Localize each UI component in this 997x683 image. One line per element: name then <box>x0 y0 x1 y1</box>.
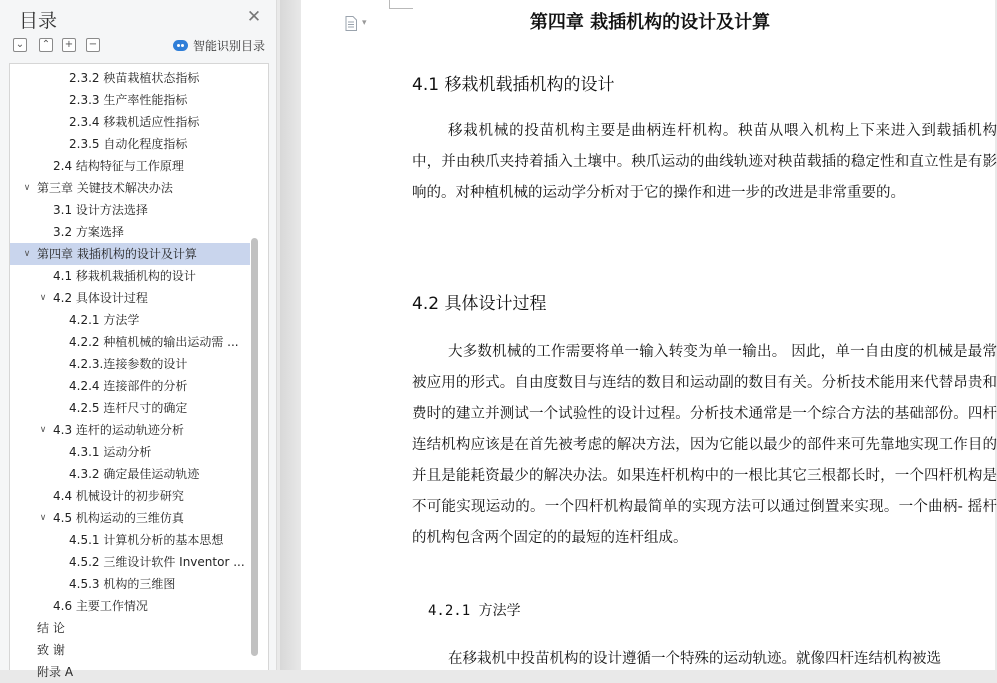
paragraph-4-1: 移栽机械的投苗机构主要是曲柄连杆机构。秧苗从喂入机构上下来进入到载插机构中，并由秧爪夹持着插入土壤中。秧爪运动的曲线轨迹对秧苗载插的稳定性和直立性是有影响的。对种植机械的运动学分析对于它的操作和进一步的改进是非常重要的。 <box>412 123 997 201</box>
paragraph-4-2: 大多数机械的工作需要将单一输入转变为单一输出。 因此，单一自由度的机械是最常被应用的形式。自由度数目与连结的数目和运动副的数目有关。分析技术能用来代替昂贵和费时的建立并测试一个试验性的设计过程。分析技术通常是一个综合方法的基础部份。四杆连结机构应该是在首先被考虑的解决方法，因为它能以最少的部件来可先靠地实现工作目的并且是能耗资最少的解决办法。如果连杆机构中的一根比其它三根都长时，一个四杆机构是不可能实现运动的。一个四杆机构最简单的实现方法可以通过倒置来实现。一个曲柄- 摇杆的机构包含两个固定的的最短的连杆组成。 <box>412 344 997 546</box>
toc-item[interactable] <box>10 243 250 265</box>
toc-panel <box>9 63 269 679</box>
chevron-down-icon[interactable]: ∨ <box>39 513 47 523</box>
chevron-down-icon[interactable]: ∨ <box>39 425 47 435</box>
subsection-heading-4-2-1: 4.2.1 方法学 <box>428 603 521 619</box>
toc-item-label: 4.5.2 三维设计软件 Inventor ... <box>69 555 245 569</box>
toc-item[interactable] <box>10 67 250 89</box>
toc-item[interactable] <box>10 265 250 287</box>
toc-item-label: 3.2 方案选择 <box>53 225 124 239</box>
toc-scrollbar-thumb[interactable] <box>251 238 258 656</box>
smart-recognize-label: 智能识别目录 <box>193 38 266 53</box>
sidebar-title: 目录 <box>19 10 58 32</box>
toc-item-label: 4.3 连杆的运动轨迹分析 <box>53 423 184 437</box>
toc-item[interactable] <box>10 573 250 595</box>
ai-robot-icon <box>173 40 188 51</box>
toc-item-label: 2.4 结构特征与工作原理 <box>53 159 184 173</box>
toc-item-label: 结 论 <box>37 621 65 635</box>
toc-item-label: 3.1 设计方法选择 <box>53 203 148 217</box>
toc-item[interactable] <box>10 199 250 221</box>
toc-item[interactable] <box>10 639 250 661</box>
toc-item-label: 致 谢 <box>37 643 65 657</box>
toc-item[interactable] <box>10 133 250 155</box>
chapter-title: 第四章 栽插机构的设计及计算 <box>529 12 771 33</box>
toc-item[interactable] <box>10 89 250 111</box>
chevron-down-icon[interactable]: ∨ <box>23 183 31 193</box>
toc-item[interactable] <box>10 595 250 617</box>
toc-item[interactable] <box>10 287 250 309</box>
section-heading-4-2: 4.2 具体设计过程 <box>412 294 547 314</box>
toc-item[interactable] <box>10 507 250 529</box>
document-page <box>301 0 995 670</box>
toc-item[interactable] <box>10 111 250 133</box>
toc-item-label: 4.3.2 确定最佳运动轨迹 <box>69 467 200 481</box>
toc-item-label: 2.3.3 生产率性能指标 <box>69 93 188 107</box>
smart-recognize-toc-button[interactable] <box>173 36 265 54</box>
toc-item-label: 2.3.5 自动化程度指标 <box>69 137 188 151</box>
toc-item-label: 4.4 机械设计的初步研究 <box>53 489 184 503</box>
toc-item[interactable] <box>10 617 250 639</box>
toc-item-label: 4.5 机构运动的三维仿真 <box>53 511 184 525</box>
toc-item-label: 2.3.4 移栽机适应性指标 <box>69 115 200 129</box>
toc-item-label: 4.2.3.连接参数的设计 <box>69 357 188 371</box>
toc-item-label: 2.3.2 秧苗栽植状态指标 <box>69 71 200 85</box>
close-icon[interactable]: ✕ <box>246 7 262 27</box>
paragraph-4-2-1: 在移栽机中投苗机构的设计遵循一个特殊的运动轨迹。就像四杆连结机构被选 <box>448 651 941 667</box>
toc-item-label: 4.5.1 计算机分析的基本思想 <box>69 533 224 547</box>
toc-item-label: 4.2 具体设计过程 <box>53 291 148 305</box>
toc-item-label: 4.6 主要工作情况 <box>53 599 148 613</box>
toc-item[interactable] <box>10 551 250 573</box>
toc-item[interactable] <box>10 221 250 243</box>
remove-entry-icon[interactable]: − <box>86 38 100 52</box>
toc-item[interactable] <box>10 397 250 419</box>
add-entry-icon[interactable]: + <box>62 38 76 52</box>
toc-item[interactable] <box>10 661 250 683</box>
toc-item-label: 4.2.4 连接部件的分析 <box>69 379 188 393</box>
toc-sidebar <box>0 0 277 679</box>
toc-item[interactable] <box>10 419 250 441</box>
collapse-all-icon[interactable]: ⌄ <box>13 38 27 52</box>
toc-item-label: 附录 A <box>37 665 74 679</box>
toc-item[interactable] <box>10 463 250 485</box>
chevron-down-icon[interactable]: ∨ <box>23 249 31 259</box>
toc-item[interactable] <box>10 485 250 507</box>
toc-item-label: 4.2.5 连杆尺寸的确定 <box>69 401 188 415</box>
toc-item[interactable] <box>10 177 250 199</box>
toc-item[interactable] <box>10 375 250 397</box>
page-shadow <box>280 0 302 670</box>
toc-item-label: 4.1 移栽机栽插机构的设计 <box>53 269 196 283</box>
toc-item[interactable] <box>10 331 250 353</box>
chevron-down-icon[interactable]: ▾ <box>362 18 367 28</box>
toc-item[interactable] <box>10 155 250 177</box>
toc-item-label: 4.2.1 方法学 <box>69 313 140 327</box>
toc-item-label: 4.3.1 运动分析 <box>69 445 152 459</box>
section-heading-4-1: 4.1 移栽机载插机构的设计 <box>412 75 615 95</box>
toc-item[interactable] <box>10 353 250 375</box>
toc-item-label: 第三章 关键技术解决办法 <box>37 181 173 195</box>
toc-item-label: 4.2.2 种植机械的输出运动需 ... <box>69 335 239 349</box>
chevron-down-icon[interactable]: ∨ <box>39 293 47 303</box>
toc-item-label: 第四章 栽插机构的设计及计算 <box>37 247 197 261</box>
toc-item[interactable] <box>10 441 250 463</box>
page-icon[interactable] <box>345 16 357 31</box>
expand-all-icon[interactable]: ⌃ <box>39 38 53 52</box>
toc-item[interactable] <box>10 309 250 331</box>
toc-item-label: 4.5.3 机构的三维图 <box>69 577 176 591</box>
toc-item[interactable] <box>10 529 250 551</box>
